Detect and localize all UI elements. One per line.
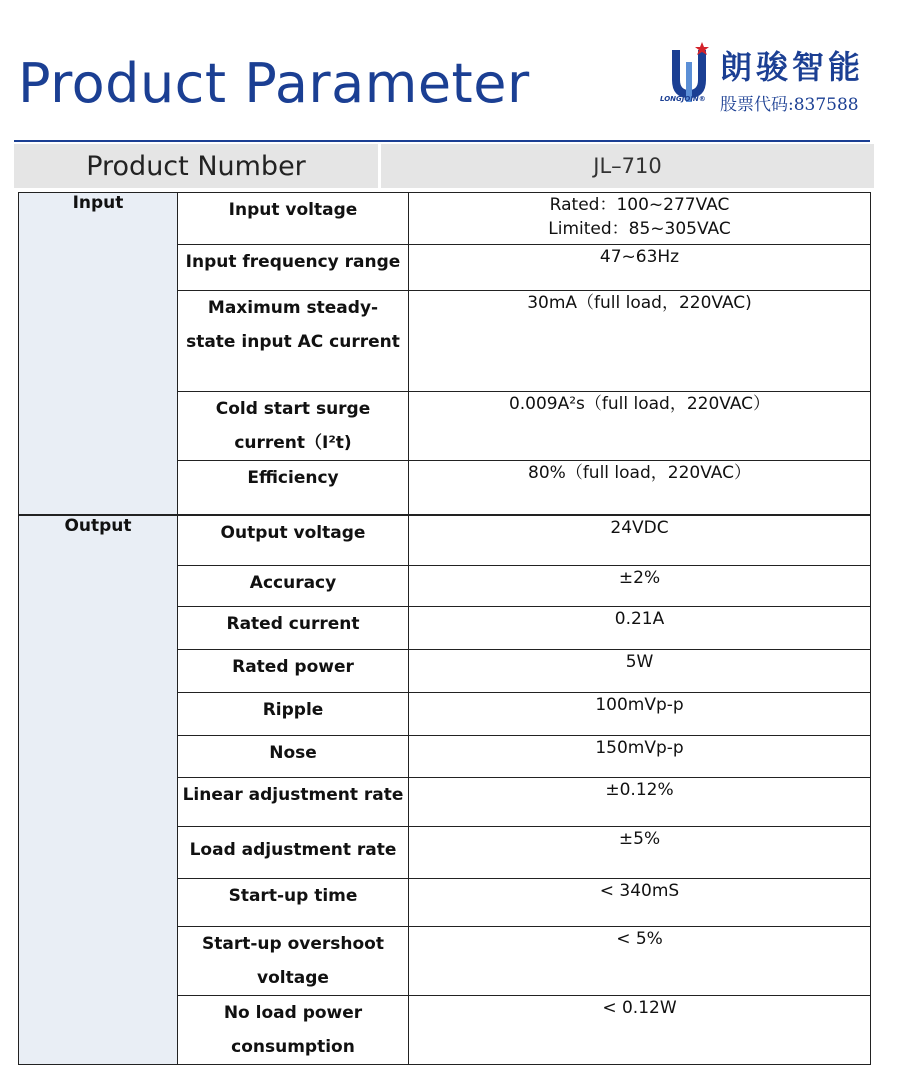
param-label: Input voltage (178, 193, 409, 245)
param-value (409, 879, 871, 927)
param-value (409, 245, 871, 291)
param-value (409, 392, 871, 461)
param-label: Input frequency range (178, 245, 409, 291)
logo-brand-en: LONGJOIN® (660, 95, 706, 103)
param-label: Start-up overshoot voltage (178, 927, 409, 996)
param-label: No load power consumption (178, 996, 409, 1065)
param-label: Efficiency (178, 461, 409, 515)
logo-stock-code: 股票代码:837588 (720, 95, 859, 115)
output-category: Output (19, 516, 178, 1065)
param-value (409, 607, 871, 650)
param-value (409, 778, 871, 827)
value-line: ±2% (618, 568, 661, 588)
value-line: 0.009A²s（full load，220VAC） (508, 394, 771, 414)
value-line: Limited：85~305VAC (548, 219, 731, 239)
param-label: Rated power (178, 650, 409, 693)
param-value (409, 461, 871, 515)
value-line: 80%（full load，220VAC） (528, 463, 751, 483)
value-line: 100mVp-p (595, 695, 684, 715)
value-line: ±5% (618, 829, 661, 849)
value-line: 30mA（full load，220VAC) (527, 293, 752, 313)
product-number-value: JL–710 (381, 144, 874, 188)
param-label: Output voltage (178, 516, 409, 566)
param-value (409, 291, 871, 392)
value-line: 0.21A (614, 609, 665, 629)
product-number-label: Product Number (14, 144, 381, 188)
input-spec-table (18, 192, 871, 515)
param-value (409, 650, 871, 693)
param-label: Ripple (178, 693, 409, 736)
value-line: < 0.12W (602, 998, 677, 1018)
param-label: Accuracy (178, 566, 409, 607)
param-label: Nose (178, 736, 409, 778)
value-line: Rated：100~277VAC (549, 195, 730, 215)
param-value (409, 516, 871, 566)
param-label: Start-up time (178, 879, 409, 927)
value-line: 150mVp-p (595, 738, 684, 758)
value-line: < 340mS (599, 881, 680, 901)
param-value (409, 927, 871, 996)
logo-brand-cn: 朗骏智能 (720, 48, 865, 86)
value-line: 47~63Hz (599, 247, 680, 267)
output-spec-table (18, 515, 871, 1065)
param-label: Linear adjustment rate (178, 778, 409, 827)
param-value (409, 566, 871, 607)
input-category: Input (19, 193, 178, 515)
table-row (19, 516, 871, 566)
param-value (409, 193, 871, 245)
value-line: 5W (625, 652, 654, 672)
value-line: 24VDC (610, 518, 669, 538)
param-label: Cold start surge current（I²t) (178, 392, 409, 461)
product-number-row (14, 144, 874, 188)
param-value (409, 736, 871, 778)
value-line: < 5% (616, 929, 663, 949)
param-label: Rated current (178, 607, 409, 650)
param-label: Maximum steady-state input AC current (178, 291, 409, 392)
param-value (409, 996, 871, 1065)
param-value (409, 827, 871, 879)
company-logo (660, 40, 875, 115)
param-label: Load adjustment rate (178, 827, 409, 879)
page-title: Product Parameter (18, 52, 530, 115)
table-row (19, 193, 871, 245)
value-line: ±0.12% (605, 780, 674, 800)
header-divider (14, 140, 870, 142)
param-value (409, 693, 871, 736)
